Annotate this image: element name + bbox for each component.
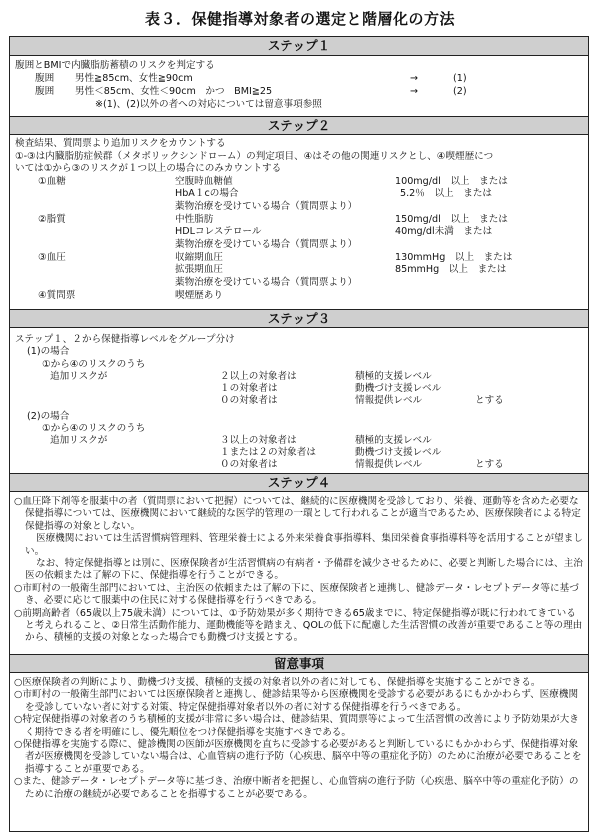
note-paragraph: ○医療保険者の判断により、動機づけ支援、積極的支援の対象者以外の者に対しても、保健指導を実施することができる。: [14, 677, 541, 688]
risk-threshold: 150mg/dl 以上 または: [395, 214, 508, 225]
note-paragraph: ○市町村の一般衛生部門においては医療保険者と連携し、健診結果等から医療機関を受診する必要があるにもかかわらず、医療機関を受診していない者に対する対策、特定保健指導対象者以外の者に対する保健指導を行うべきである。: [14, 689, 579, 713]
case2-level3: 情報提供レベル: [355, 459, 423, 470]
risk-item: 薬物治療を受けている場合（質問票より）: [175, 239, 358, 250]
note-paragraph: ○また、健診データ・レセプトデータ等に基づき、治療中断者を把握し、心血管病の進行予防（心疾患、脳卒中等の重症化予防）のために治療の継続が必要であることを指導することが必要である。: [14, 776, 579, 800]
step4-paragraph: ○市町村の一般衛生部門においては、主治医の依頼または了解の下に、医療保険者と連携し、健診データ・レセプトデータ等に基づき、必要に応じて服薬中の住民に対する保健指導を行うべきである。: [14, 582, 579, 607]
step2-header: ステップ２: [10, 116, 588, 135]
case1-level2: 動機づけ支援レベル: [355, 383, 442, 394]
arrow-icon: →: [410, 73, 419, 84]
step1-intro: 腹囲とBMIで内臓脂肪蓄積のリスクを判定する: [15, 60, 215, 71]
step4-paragraph: 医療機関においては生活習慣病管理料、管理栄養士による外来栄養食事指導料、集団栄養食事指導料等を活用することが望ましい。: [25, 533, 583, 557]
case2-end: とする: [475, 459, 504, 470]
case1-level3: 情報提供レベル: [355, 395, 423, 406]
note-paragraph: ○特定保健指導の対象者のうち積極的支援が非常に多い場合は、健診結果、質問票等によって生活習慣の改善により予防効果が大きく期待できる者を明確にし、優先順位をつけ保健指導を実施すべきである。: [14, 714, 579, 738]
step1-row1-condition: 男性≧85cm、女性≧90cm: [75, 73, 193, 84]
step2-desc-line2: いては①から③のリスクが１つ以上の場合にのみカウントする: [15, 163, 282, 174]
risk-bp-label: ③血圧: [38, 252, 66, 263]
step3-header: ステップ３: [10, 309, 588, 328]
risk-threshold: 5.2％ 以上 または: [400, 188, 493, 199]
step1-header: ステップ１: [10, 37, 588, 56]
case2-line2: 追加リスクが: [50, 435, 108, 446]
risk-item: 薬物治療を受けている場合（質問票より）: [175, 277, 358, 288]
case2-level1: 積極的支援レベル: [355, 435, 432, 446]
step1-note: ※(1)、(2)以外の者への対応については留意事項参照: [95, 99, 322, 110]
risk-item: 拡張期血圧: [175, 264, 223, 275]
step4-body: [14, 496, 584, 645]
risk-item: 中性脂肪: [175, 214, 214, 225]
case1-line1: ①から④のリスクのうち: [42, 359, 146, 370]
risk-item: HDLコレステロール: [175, 226, 262, 237]
case2-level2: 動機づけ支援レベル: [355, 447, 442, 458]
step2-intro: 検査結果、質問票より追加リスクをカウントする: [15, 138, 226, 149]
risk-threshold: 130mmHg 以上 または: [395, 252, 513, 263]
step4-paragraph: ○血圧降下剤等を服薬中の者（質問票において把握）については、継続的に医療機関を受診しており、栄養、運動等を含めた必要な保健指導については、医療機関において継続的な医学的管理の一環として行われることが適当であるため、医療保険者による特定保健指導の対象としない。: [14, 496, 581, 532]
risk-threshold: 40mg/dl未満 または: [395, 226, 493, 237]
notes-body: [14, 677, 584, 801]
risk-item: 収縮期血圧: [175, 252, 223, 263]
case2-line1: ①から④のリスクのうち: [42, 423, 146, 434]
risk-questionnaire-label: ④質問票: [38, 290, 76, 301]
step1-row2-label: 腹囲: [35, 86, 55, 97]
case2-cond2: １または２の対象者は: [220, 447, 316, 458]
note-paragraph: ○保健指導を実施する際に、健診機関の医師が医療機関を直ちに受診する必要があると判断しているにもかかわらず、保健指導対象者が医療機関を受診していない場合は、心血管病の進行予防（心疾患、脳卒中等の重症化予防）のために治療が必要であることを指導することが重要である。: [14, 739, 582, 775]
case1-line2: 追加リスクが: [50, 371, 108, 382]
risk-item: 空腹時血糖値: [175, 176, 233, 187]
risk-glucose-label: ①血糖: [38, 176, 66, 187]
step2-desc-line1: ①-③は内臓脂肪症候群（メタボリックシンドローム）の判定項目、④はその他の関連リスクとし、④喫煙歴につ: [15, 151, 494, 162]
step4-paragraph: ○前期高齢者（65歳以上75歳未満）については、①予防効果が多く期待できる65歳までに、特定保健指導が既に行われてきていると考えられること、②日常生活動作能力、運動機能等を踏まえ、QOLの低下に配慮した生活習慣の改善が重要であること等の理由から、積極的支援の対象となった場合でも動機づけ支援とする。: [14, 607, 583, 644]
step4-header: ステップ４: [10, 473, 588, 492]
step1-row1-number: (1): [453, 73, 467, 84]
case1-level1: 積極的支援レベル: [355, 371, 432, 382]
step1-row1-label: 腹囲: [35, 73, 55, 84]
risk-item: HbA１cの場合: [175, 188, 239, 199]
notes-header: 留意事項: [10, 654, 588, 673]
case1-cond3: ０の対象者は: [220, 395, 278, 406]
step4-paragraph: なお、特定保健指導とは別に、医療保険者が生活習慣病の有病者・予備群を減少させるために、必要と判断した場合には、主治医の依頼または了解の下に、保健指導を行うことができる。: [25, 558, 583, 582]
step1-row2-number: (2): [453, 86, 467, 97]
case2-cond1: ３以上の対象者は: [220, 435, 297, 446]
case1-label: (1)の場合: [27, 346, 70, 357]
risk-threshold: 85mmHg 以上 または: [395, 264, 507, 275]
table-frame: [9, 36, 589, 832]
case2-label: (2)の場合: [27, 411, 70, 422]
case1-cond2: １の対象者は: [220, 383, 278, 394]
case2-cond3: ０の対象者は: [220, 459, 278, 470]
arrow-icon: →: [410, 86, 419, 97]
step3-intro: ステップ１、２から保健指導レベルをグループ分け: [15, 334, 235, 345]
risk-item: 薬物治療を受けている場合（質問票より）: [175, 201, 358, 212]
step1-row2-condition: 男性＜85cm、女性＜90cm かつ BMI≧25: [75, 86, 273, 97]
case1-end: とする: [475, 395, 504, 406]
risk-item: 喫煙歴あり: [175, 290, 223, 301]
case1-cond1: ２以上の対象者は: [220, 371, 297, 382]
document-title: 表３．保健指導対象者の選定と階層化の方法: [144, 10, 455, 28]
risk-lipid-label: ②脂質: [38, 214, 66, 225]
risk-threshold: 100mg/dl 以上 または: [395, 176, 508, 187]
